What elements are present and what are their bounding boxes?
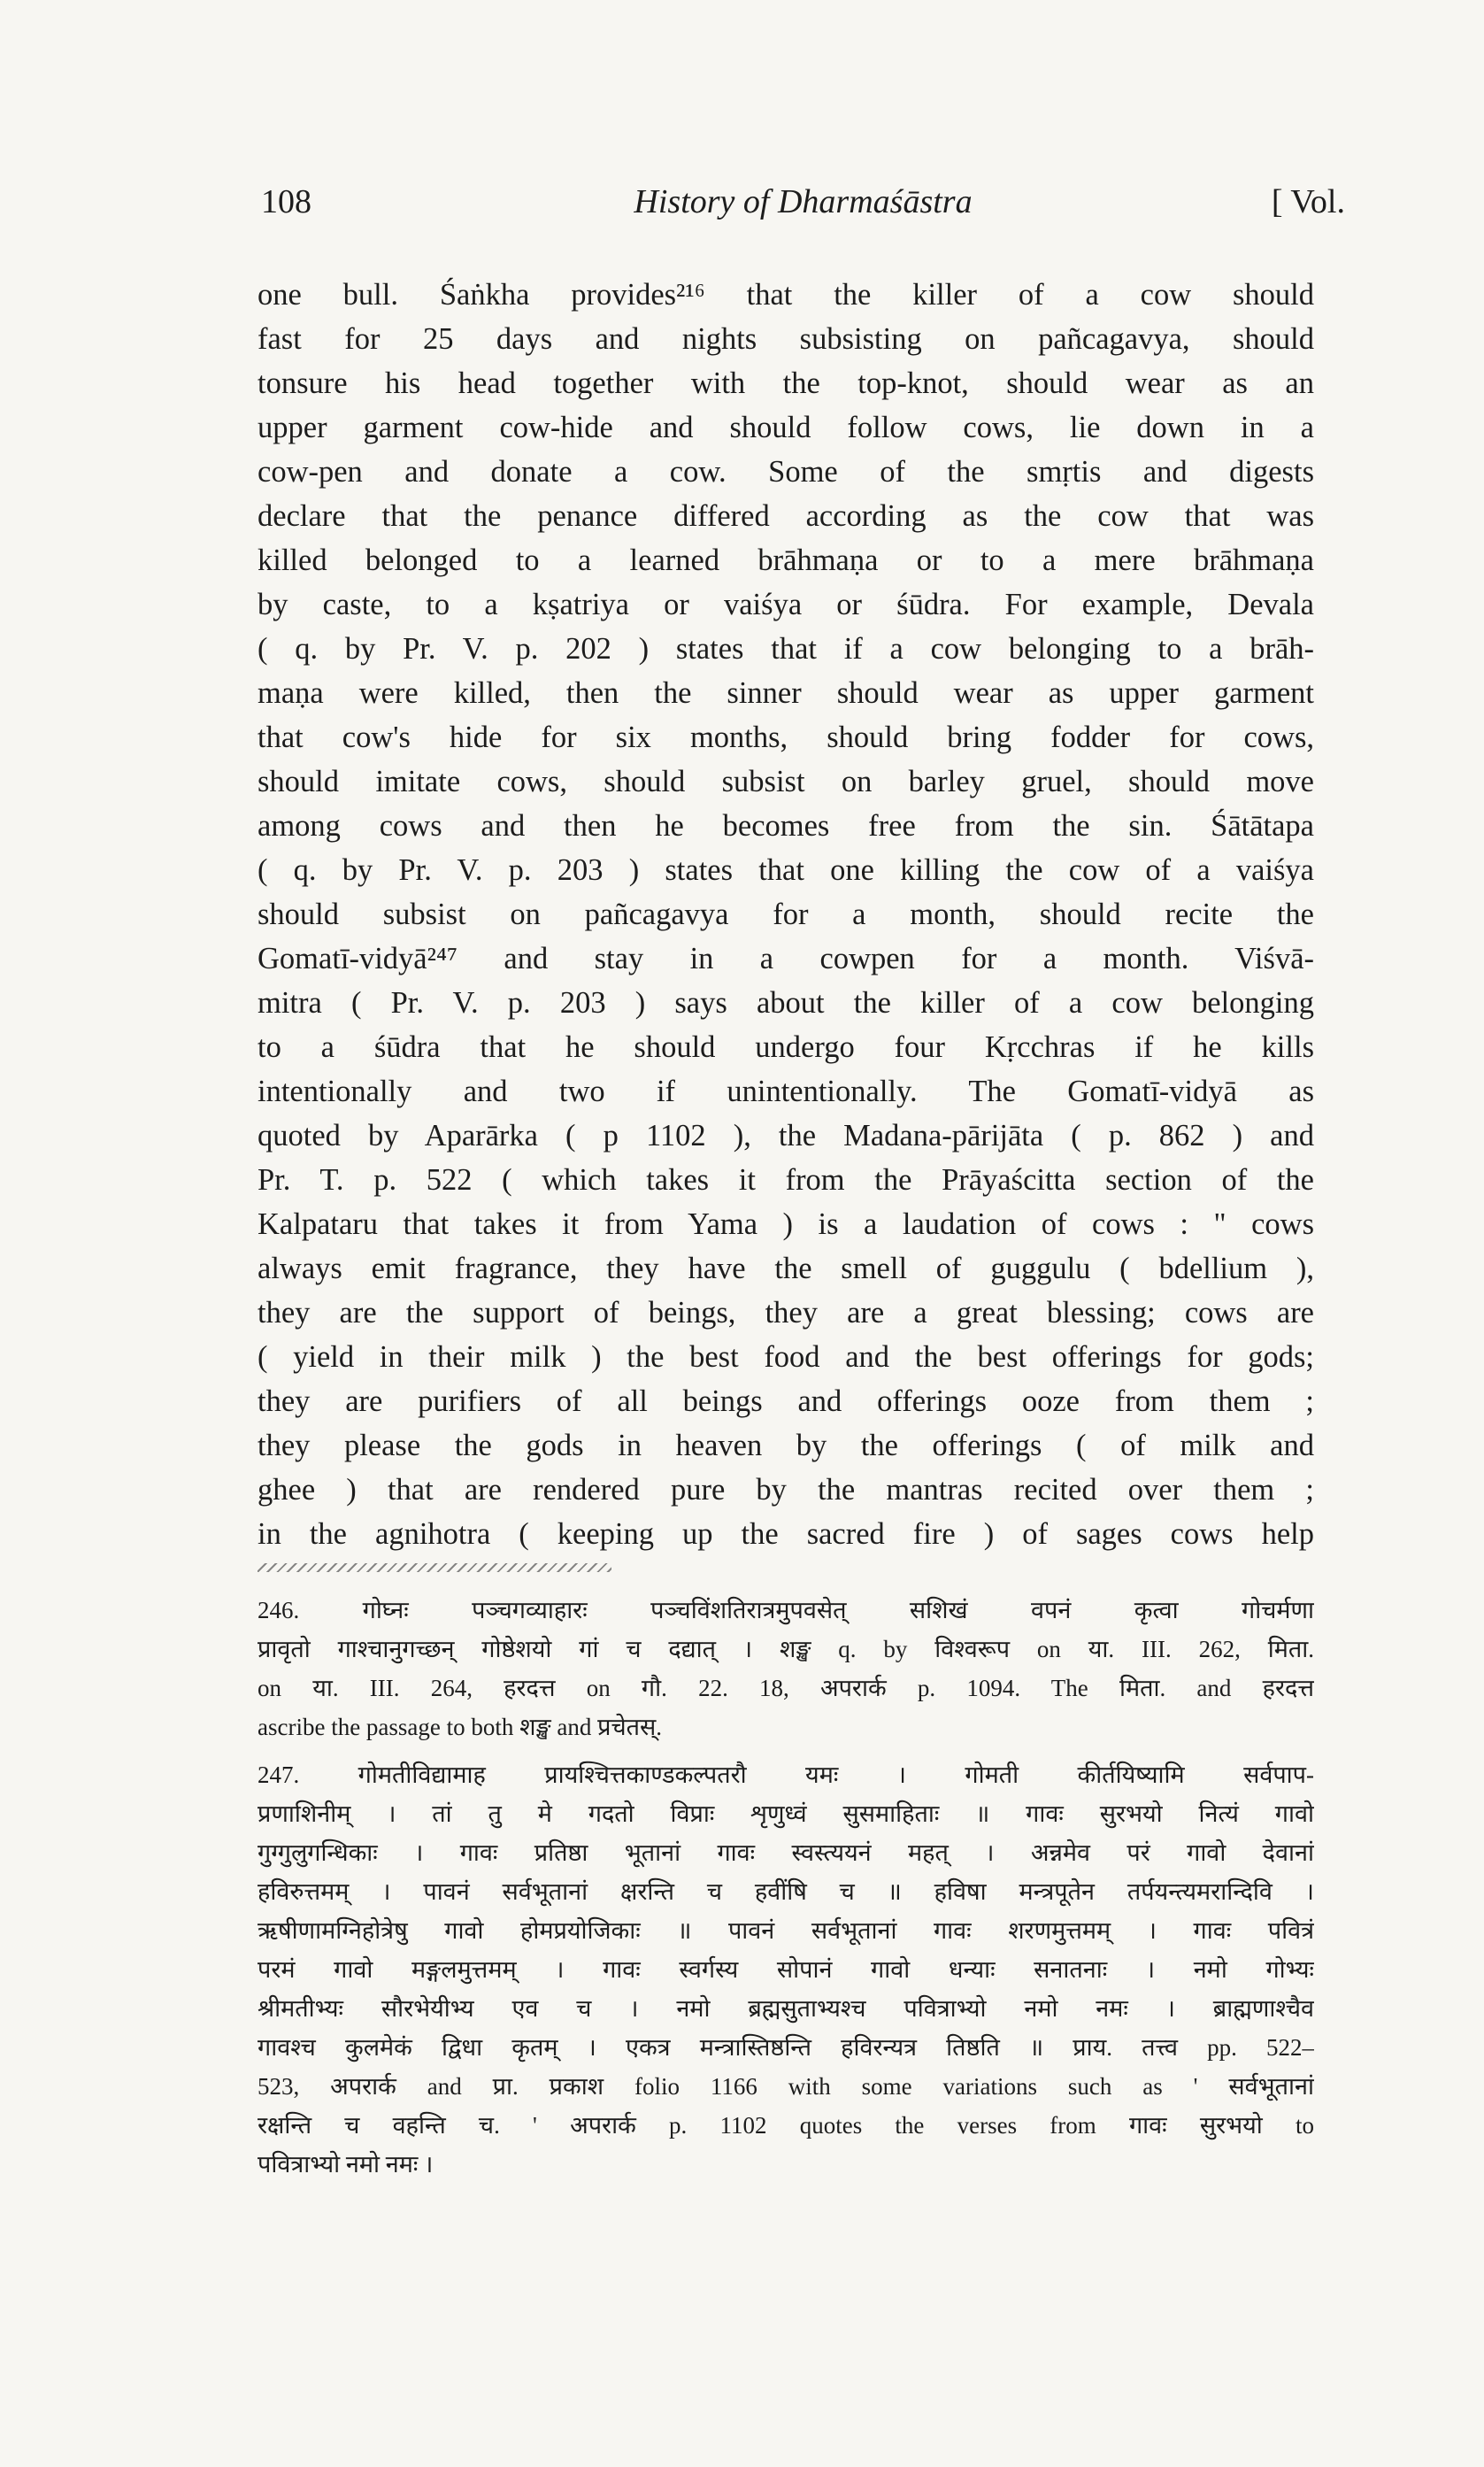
footnote-line: 247. गोमतीविद्यामाह प्रायश्चित्तकाण्डकल्पतरौ यमः । गोमती कीर्तयिष्यामि सर्वपाप- (258, 1762, 1314, 1788)
footnote-line: रक्षन्ति च वहन्ति च. ' अपरार्क p. 1102 quotes the verses from गावः सुरभयो to (258, 2112, 1314, 2139)
text-line: they are the support of beings, they are a great blessing; cows are (258, 1296, 1314, 1330)
footnote-line: 523, अपरार्क and प्रा. प्रकाश folio 1166 with some variations such as ' सर्वभूतानां (258, 2073, 1314, 2100)
text-line: they please the gods in heaven by the offerings ( of milk and (258, 1429, 1314, 1462)
text-line: cow-pen and donate a cow. Some of the smṛtis and digests (258, 455, 1314, 489)
footnote-line: श्रीमतीभ्यः सौरभेयीभ्य एव च । नमो ब्रह्मसुताभ्यश्च पवित्राभ्यो नमो नमः । ब्राह्मणाश्चैव (258, 1995, 1314, 2022)
text-line: should imitate cows, should subsist on barley gruel, should move (258, 765, 1314, 798)
text-line: mitra ( Pr. V. p. 203 ) says about the killer of a cow belonging (258, 986, 1314, 1020)
text-line: should subsist on pañcagavya for a month, should recite the (258, 898, 1314, 931)
footnote-separator (258, 1563, 611, 1572)
text-line: killed belonged to a learned brāhmaṇa or to a mere brāhmaṇa (258, 544, 1314, 577)
footnote-246 (258, 1591, 1314, 1746)
text-line: tonsure his head together with the top-knot, should wear as an (258, 366, 1314, 400)
footnote-line: गावश्च कुलमेकं द्विधा कृतम् । एकत्र मन्त्रास्तिष्ठन्ति हविरन्यत्र तिष्ठति ॥ प्राय. तत्त्व pp. 522– (258, 2034, 1314, 2061)
text-line: declare that the penance differed according as the cow that was (258, 499, 1314, 533)
footnote-line: प्रणाशिनीम् । तां तु मे गदतो विप्राः शृणुध्वं सुसमाहिताः ॥ गावः सुरभयो नित्यं गावो (258, 1800, 1314, 1827)
text-line: ghee ) that are rendered pure by the mantras recited over them ; (258, 1473, 1314, 1507)
footnote-line: पवित्राभ्यो नमो नमः । (258, 2151, 434, 2178)
text-line: Pr. T. p. 522 ( which takes it from the Prāyaścitta section of the (258, 1163, 1314, 1197)
text-line: always emit fragrance, they have the smell of guggulu ( bdellium ), (258, 1252, 1314, 1285)
footnote-247 (258, 1755, 1314, 2184)
footnote-line: on या. III. 264, हरदत्त on गौ. 22. 18, अपरार्क p. 1094. The मिता. and हरदत्त (258, 1675, 1314, 1701)
text-line: among cows and then he becomes free from the sin. Śātātapa (258, 809, 1314, 843)
text-line: to a śūdra that he should undergo four Kṛcchras if he kills (258, 1030, 1314, 1064)
footnote-line: परमं गावो मङ्गलमुत्तमम् । गावः स्वर्गस्य सोपानं गावो धन्याः सनातनाः । नमो गोभ्यः (258, 1956, 1314, 1983)
footnote-line: प्रावृतो गाश्चानुगच्छन् गोष्ठेशयो गां च दद्यात् । शङ्ख q. by विश्वरूप on या. III. 262, मिता. (258, 1636, 1314, 1662)
footnote-line: हविरुत्तमम् । पावनं सर्वभूतानां क्षरन्ति च हवींषि च ॥ हविषा मन्त्रपूतेन तर्पयन्त्यमरान्दिवि । (258, 1878, 1314, 1905)
text-line: upper garment cow-hide and should follow cows, lie down in a (258, 411, 1314, 444)
footnote-line: ऋषीणामग्निहोत्रेषु गावो होमप्रयोजिकाः ॥ पावनं सर्वभूतानां गावः शरणमुत्तमम् । गावः पवित्रं (258, 1917, 1314, 1944)
text-line: ( q. by Pr. V. p. 203 ) states that one killing the cow of a vaiśya (258, 853, 1314, 887)
page-number: 108 (261, 183, 311, 220)
running-title: History of Dharmaśāstra (634, 183, 973, 220)
footnote-line: ascribe the passage to both शङ्ख and प्रचेतस्. (258, 1714, 662, 1740)
text-line: Kalpataru that takes it from Yama ) is a laudation of cows : " cows (258, 1207, 1314, 1241)
text-line: in the agnihotra ( keeping up the sacred fire ) of sages cows help (258, 1517, 1314, 1551)
main-text (258, 273, 1314, 1556)
footnote-line: गुग्गुलुगन्धिकाः । गावः प्रतिष्ठा भूतानां गावः स्वस्त्ययनं महत् । अन्नमेव परं गावो देवानां (258, 1839, 1314, 1866)
text-line: Gomatī-vidyā²⁴⁷ and stay in a cowpen for a month. Viśvā- (258, 942, 1314, 975)
text-line: by caste, to a kṣatriya or vaiśya or śūdra. For example, Devala (258, 588, 1314, 621)
footnotes (258, 1591, 1314, 2184)
text-line: fast for 25 days and nights subsisting on pañcagavya, should (258, 322, 1314, 356)
text-line: maṇa were killed, then the sinner should wear as upper garment (258, 676, 1314, 710)
text-line: one bull. Śaṅkha provides²¹⁶ that the killer of a cow should (258, 278, 1314, 312)
text-line: that cow's hide for six months, should bring fodder for cows, (258, 721, 1314, 754)
text-line: ( q. by Pr. V. p. 202 ) states that if a cow belonging to a brāh- (258, 632, 1314, 666)
volume-label: [ Vol. (1271, 183, 1345, 220)
text-line: they are purifiers of all beings and offerings ooze from them ; (258, 1384, 1314, 1418)
text-line: quoted by Aparārka ( p 1102 ), the Madana-pārijāta ( p. 862 ) and (258, 1119, 1314, 1153)
page-header (261, 182, 1345, 235)
text-line: ( yield in their milk ) the best food and the best offerings for gods; (258, 1340, 1314, 1374)
text-line: intentionally and two if unintentionally. The Gomatī-vidyā as (258, 1075, 1314, 1108)
footnote-line: 246. गोघ्नः पञ्चगव्याहारः पञ्चविंशतिरात्रमुपवसेत् सशिखं वपनं कृत्वा गोचर्मणा (258, 1597, 1314, 1623)
